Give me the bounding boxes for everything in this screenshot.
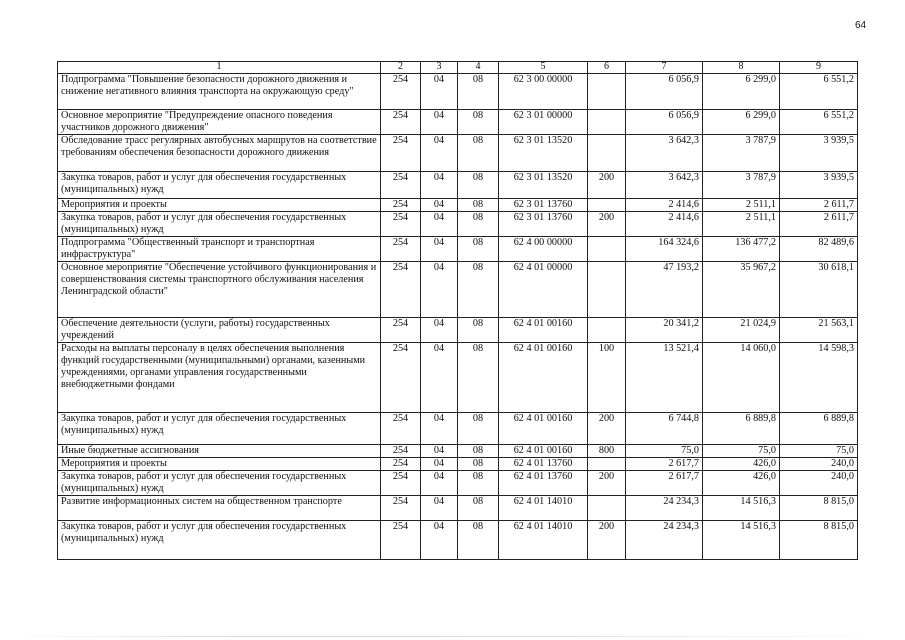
amount-year2-cell: 426,0 [703, 471, 780, 496]
admin-code-cell: 254 [381, 262, 421, 318]
target-article-cell: 62 3 00 00000 [499, 74, 588, 110]
amount-year3-cell: 75,0 [780, 445, 858, 458]
target-article-cell: 62 4 01 14010 [499, 521, 588, 560]
section-cell: 04 [421, 458, 458, 471]
expense-type-cell: 100 [588, 343, 626, 413]
amount-year2-cell: 75,0 [703, 445, 780, 458]
amount-year1-cell: 20 341,2 [626, 318, 703, 343]
amount-year1-cell: 2 414,6 [626, 199, 703, 212]
amount-year2-cell: 6 299,0 [703, 74, 780, 110]
subsection-cell: 08 [458, 521, 499, 560]
amount-year2-cell: 426,0 [703, 458, 780, 471]
row-name-cell: Закупка товаров, работ и услуг для обеспечения государственных (муниципальных) нужд [58, 413, 381, 445]
subsection-cell: 08 [458, 318, 499, 343]
amount-year1-cell: 47 193,2 [626, 262, 703, 318]
header-cell: 9 [780, 62, 858, 74]
table-row [58, 135, 858, 172]
amount-year1-cell: 2 617,7 [626, 471, 703, 496]
target-article-cell: 62 4 01 00160 [499, 413, 588, 445]
admin-code-cell: 254 [381, 458, 421, 471]
amount-year1-cell: 13 521,4 [626, 343, 703, 413]
amount-year2-cell: 14 060,0 [703, 343, 780, 413]
table-row [58, 445, 858, 458]
amount-year3-cell: 6 551,2 [780, 74, 858, 110]
target-article-cell: 62 4 01 00160 [499, 318, 588, 343]
table-row [58, 74, 858, 110]
expense-type-cell [588, 496, 626, 521]
expense-type-cell [588, 262, 626, 318]
section-cell: 04 [421, 521, 458, 560]
subsection-cell: 08 [458, 471, 499, 496]
section-cell: 04 [421, 199, 458, 212]
amount-year2-cell: 2 511,1 [703, 199, 780, 212]
expense-type-cell [588, 135, 626, 172]
amount-year3-cell: 240,0 [780, 458, 858, 471]
section-cell: 04 [421, 496, 458, 521]
expense-type-cell: 200 [588, 172, 626, 199]
amount-year3-cell: 2 611,7 [780, 199, 858, 212]
amount-year2-cell: 21 024,9 [703, 318, 780, 343]
amount-year1-cell: 6 056,9 [626, 74, 703, 110]
budget-table [57, 61, 858, 560]
expense-type-cell [588, 458, 626, 471]
header-cell: 1 [58, 62, 381, 74]
section-cell: 04 [421, 445, 458, 458]
table-header-row [58, 62, 858, 74]
section-cell: 04 [421, 237, 458, 262]
target-article-cell: 62 3 01 13760 [499, 199, 588, 212]
amount-year3-cell: 3 939,5 [780, 172, 858, 199]
amount-year1-cell: 164 324,6 [626, 237, 703, 262]
admin-code-cell: 254 [381, 135, 421, 172]
header-cell: 3 [421, 62, 458, 74]
section-cell: 04 [421, 212, 458, 237]
table-row [58, 110, 858, 135]
target-article-cell: 62 3 01 13520 [499, 135, 588, 172]
admin-code-cell: 254 [381, 172, 421, 199]
section-cell: 04 [421, 471, 458, 496]
section-cell: 04 [421, 74, 458, 110]
section-cell: 04 [421, 413, 458, 445]
target-article-cell: 62 4 01 00160 [499, 445, 588, 458]
section-cell: 04 [421, 172, 458, 199]
table-row [58, 413, 858, 445]
admin-code-cell: 254 [381, 199, 421, 212]
amount-year2-cell: 6 299,0 [703, 110, 780, 135]
row-name-cell: Подпрограмма "Общественный транспорт и транспортная инфраструктура" [58, 237, 381, 262]
amount-year1-cell: 75,0 [626, 445, 703, 458]
table-row [58, 172, 858, 199]
admin-code-cell: 254 [381, 343, 421, 413]
amount-year3-cell: 2 611,7 [780, 212, 858, 237]
section-cell: 04 [421, 110, 458, 135]
admin-code-cell: 254 [381, 413, 421, 445]
amount-year1-cell: 2 414,6 [626, 212, 703, 237]
amount-year1-cell: 6 056,9 [626, 110, 703, 135]
row-name-cell: Обеспечение деятельности (услуги, работы) государственных учреждений [58, 318, 381, 343]
section-cell: 04 [421, 262, 458, 318]
page-number: 64 [855, 20, 867, 31]
amount-year2-cell: 35 967,2 [703, 262, 780, 318]
table-row [58, 496, 858, 521]
row-name-cell: Развитие информационных систем на общественном транспорте [58, 496, 381, 521]
table-row [58, 458, 858, 471]
target-article-cell: 62 4 01 13760 [499, 471, 588, 496]
amount-year3-cell: 82 489,6 [780, 237, 858, 262]
table-row [58, 343, 858, 413]
row-name-cell: Иные бюджетные ассигнования [58, 445, 381, 458]
section-cell: 04 [421, 135, 458, 172]
amount-year3-cell: 8 815,0 [780, 496, 858, 521]
expense-type-cell: 800 [588, 445, 626, 458]
target-article-cell: 62 3 01 13760 [499, 212, 588, 237]
target-article-cell: 62 4 01 00000 [499, 262, 588, 318]
expense-type-cell [588, 110, 626, 135]
subsection-cell: 08 [458, 74, 499, 110]
target-article-cell: 62 4 01 14010 [499, 496, 588, 521]
amount-year3-cell: 21 563,1 [780, 318, 858, 343]
admin-code-cell: 254 [381, 74, 421, 110]
row-name-cell: Мероприятия и проекты [58, 458, 381, 471]
expense-type-cell [588, 237, 626, 262]
subsection-cell: 08 [458, 343, 499, 413]
subsection-cell: 08 [458, 413, 499, 445]
target-article-cell: 62 4 01 00160 [499, 343, 588, 413]
amount-year1-cell: 24 234,3 [626, 521, 703, 560]
amount-year3-cell: 6 889,8 [780, 413, 858, 445]
amount-year1-cell: 6 744,8 [626, 413, 703, 445]
subsection-cell: 08 [458, 110, 499, 135]
admin-code-cell: 254 [381, 110, 421, 135]
row-name-cell: Основное мероприятие "Обеспечение устойчивого функционирования и совершенствования системы транспортного обслуживания населения Ленинградской области" [58, 262, 381, 318]
expense-type-cell: 200 [588, 212, 626, 237]
expense-type-cell: 200 [588, 471, 626, 496]
header-cell: 7 [626, 62, 703, 74]
target-article-cell: 62 3 01 13520 [499, 172, 588, 199]
admin-code-cell: 254 [381, 471, 421, 496]
table-row [58, 521, 858, 560]
target-article-cell: 62 4 01 13760 [499, 458, 588, 471]
amount-year3-cell: 3 939,5 [780, 135, 858, 172]
amount-year3-cell: 8 815,0 [780, 521, 858, 560]
amount-year1-cell: 3 642,3 [626, 135, 703, 172]
amount-year3-cell: 6 551,2 [780, 110, 858, 135]
amount-year2-cell: 14 516,3 [703, 521, 780, 560]
table-row [58, 212, 858, 237]
header-cell: 5 [499, 62, 588, 74]
subsection-cell: 08 [458, 496, 499, 521]
target-article-cell: 62 4 00 00000 [499, 237, 588, 262]
amount-year3-cell: 14 598,3 [780, 343, 858, 413]
table-row [58, 471, 858, 496]
row-name-cell: Основное мероприятие "Предупреждение опасного поведения участников дорожного движения" [58, 110, 381, 135]
header-cell: 6 [588, 62, 626, 74]
header-cell: 2 [381, 62, 421, 74]
subsection-cell: 08 [458, 458, 499, 471]
row-name-cell: Закупка товаров, работ и услуг для обеспечения государственных (муниципальных) нужд [58, 172, 381, 199]
table-row [58, 262, 858, 318]
subsection-cell: 08 [458, 445, 499, 458]
amount-year2-cell: 136 477,2 [703, 237, 780, 262]
amount-year2-cell: 2 511,1 [703, 212, 780, 237]
subsection-cell: 08 [458, 135, 499, 172]
header-cell: 4 [458, 62, 499, 74]
admin-code-cell: 254 [381, 237, 421, 262]
row-name-cell: Расходы на выплаты персоналу в целях обеспечения выполнения функций государственными (муниципальными) органами, казенными учреждениями, органами управления государственными внебюджетными фондами [58, 343, 381, 413]
row-name-cell: Закупка товаров, работ и услуг для обеспечения государственных (муниципальных) нужд [58, 212, 381, 237]
admin-code-cell: 254 [381, 212, 421, 237]
amount-year2-cell: 6 889,8 [703, 413, 780, 445]
subsection-cell: 08 [458, 212, 499, 237]
admin-code-cell: 254 [381, 521, 421, 560]
expense-type-cell: 200 [588, 413, 626, 445]
subsection-cell: 08 [458, 172, 499, 199]
expense-type-cell [588, 318, 626, 343]
table-row [58, 237, 858, 262]
expense-type-cell [588, 74, 626, 110]
amount-year2-cell: 14 516,3 [703, 496, 780, 521]
row-name-cell: Закупка товаров, работ и услуг для обеспечения государственных (муниципальных) нужд [58, 521, 381, 560]
expense-type-cell [588, 199, 626, 212]
header-cell: 8 [703, 62, 780, 74]
subsection-cell: 08 [458, 237, 499, 262]
amount-year1-cell: 3 642,3 [626, 172, 703, 199]
amount-year2-cell: 3 787,9 [703, 172, 780, 199]
target-article-cell: 62 3 01 00000 [499, 110, 588, 135]
amount-year1-cell: 2 617,7 [626, 458, 703, 471]
admin-code-cell: 254 [381, 445, 421, 458]
subsection-cell: 08 [458, 262, 499, 318]
table-row [58, 318, 858, 343]
row-name-cell: Подпрограмма "Повышение безопасности дорожного движения и снижение негативного влияния транспорта на окружающую среду" [58, 74, 381, 110]
admin-code-cell: 254 [381, 318, 421, 343]
subsection-cell: 08 [458, 199, 499, 212]
scan-edge-line [0, 636, 905, 637]
row-name-cell: Обследование трасс регулярных автобусных маршрутов на соответствие требованиям обеспечения безопасности дорожного движения [58, 135, 381, 172]
expense-type-cell: 200 [588, 521, 626, 560]
admin-code-cell: 254 [381, 496, 421, 521]
row-name-cell: Закупка товаров, работ и услуг для обеспечения государственных (муниципальных) нужд [58, 471, 381, 496]
table-row [58, 199, 858, 212]
row-name-cell: Мероприятия и проекты [58, 199, 381, 212]
section-cell: 04 [421, 318, 458, 343]
section-cell: 04 [421, 343, 458, 413]
amount-year3-cell: 30 618,1 [780, 262, 858, 318]
amount-year1-cell: 24 234,3 [626, 496, 703, 521]
amount-year3-cell: 240,0 [780, 471, 858, 496]
amount-year2-cell: 3 787,9 [703, 135, 780, 172]
